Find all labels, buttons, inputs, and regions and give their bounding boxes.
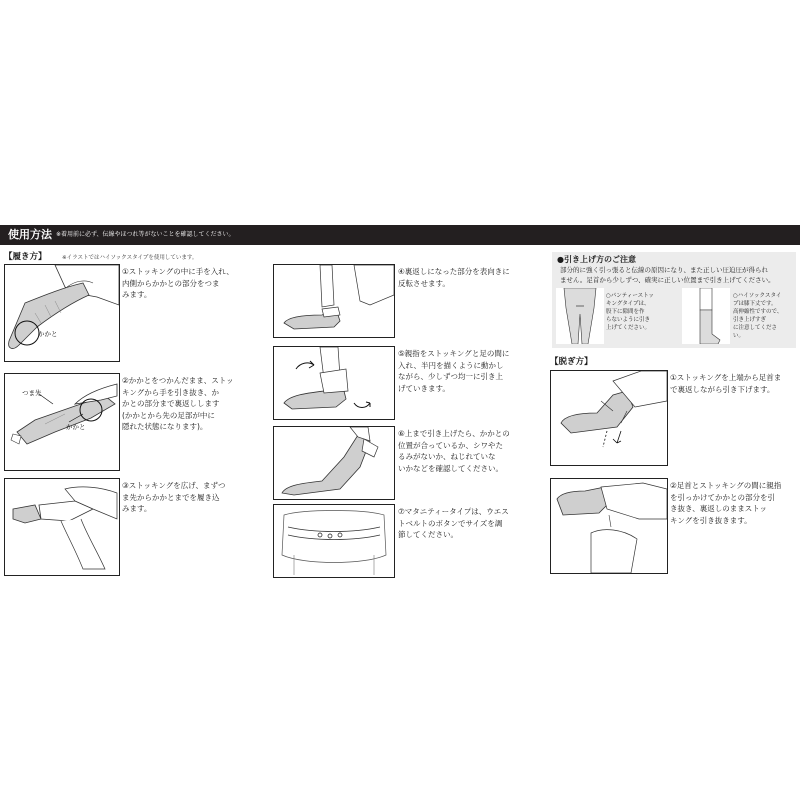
step-1-illustration [4, 264, 120, 362]
caution-highsocks: ○ハイソックスタイ プは膝下丈です。 高伸縮性ですので、 引き上げすぎ に注意してくださ い。 [733, 293, 783, 339]
maternity-belt-illustration [274, 505, 394, 577]
remove-step-1-illustration [550, 370, 668, 466]
step-7-text: ⑦マタニティータイプは、ウエス トベルトのボタンでサイズを調 節してください。 [398, 507, 509, 539]
pulling-on-toe-illustration [5, 479, 119, 575]
section-title: 使用方法 [8, 228, 52, 241]
step-7-illustration [273, 504, 395, 578]
highsocks-illustration [682, 288, 730, 344]
caution-pantyhose: ○パンティーストッ キングタイプは、 股下に隙間を作 らないように引き 上げてください。 [606, 293, 654, 331]
step-2-illustration [4, 373, 120, 471]
step-5-illustration [273, 346, 395, 420]
step-4-text: ④裏返しになった部分を表向きに 反転させます。 [398, 267, 510, 288]
wearing-label: 【履き方】 [4, 252, 47, 262]
step-3-text: ③ストッキングを広げ、まずつ ま先からかかとまでを履き込 みます。 [122, 481, 226, 513]
check-fit-illustration [274, 427, 394, 499]
step-1-text: ①ストッキングの中に手を入れ、 内側からかかとの部分をつま みます。 [122, 267, 234, 299]
callout-heel-2: かかと [66, 423, 86, 431]
remove-step-2-text: ②足首とストッキングの間に親指 を引っかけてかかとの部分を引 き抜き、裏返しのままストッ キングを引き抜きます。 [670, 481, 782, 525]
pull-down-illustration [551, 371, 667, 465]
step-5-text: ⑤親指をストッキングと足の間に 入れ、半円を描くように動かし ながら、少しずつ均一に引き上 げていきます。 [398, 349, 510, 393]
remove-step-2-illustration [550, 478, 668, 574]
wearing-note: ※イラストではハイソックスタイプを使用しています。 [62, 255, 198, 261]
removing-label: 【脱ぎ方】 [550, 357, 593, 367]
callout-toe: つま先 [22, 389, 42, 397]
step-4-illustration [273, 264, 395, 338]
caution-title: ●引き上げ方のご注意 [557, 255, 636, 264]
remove-step-1-text: ①ストッキングを上端から足首ま で裏返しながら引き下げます。 [670, 373, 782, 394]
header-note: ※着用前に必ず、伝線やほつれ等がないことを確認してください。 [56, 231, 235, 238]
hand-in-stocking-illustration [5, 265, 119, 361]
flip-over-illustration [274, 265, 394, 337]
pantyhose-illustration [556, 288, 604, 344]
caution-text: 部分的に強く引っ張ると伝線の原因になり、また正しい圧迫圧が得られ ません。足首から少しずつ、確実に正しい位置まで引き上げてください。 [560, 266, 775, 284]
step-3-illustration [4, 478, 120, 576]
thumbs-pulling-illustration [274, 347, 394, 419]
step-6-illustration [273, 426, 395, 500]
callout-heel: かかと [38, 330, 58, 338]
step-6-text: ⑥上まで引き上げたら、かかとの 位置が合っているか、シワやた るみがないか、ねじれていな いかなどを確認してください。 [398, 429, 510, 473]
step-2-text: ②かかとをつかんだまま、ストッ キングから手を引き抜き、か かとの部分まで裏返しします (かかとから先の足部が中に 隠れた状態になります)。 [122, 376, 234, 431]
pull-off-illustration [551, 479, 667, 573]
